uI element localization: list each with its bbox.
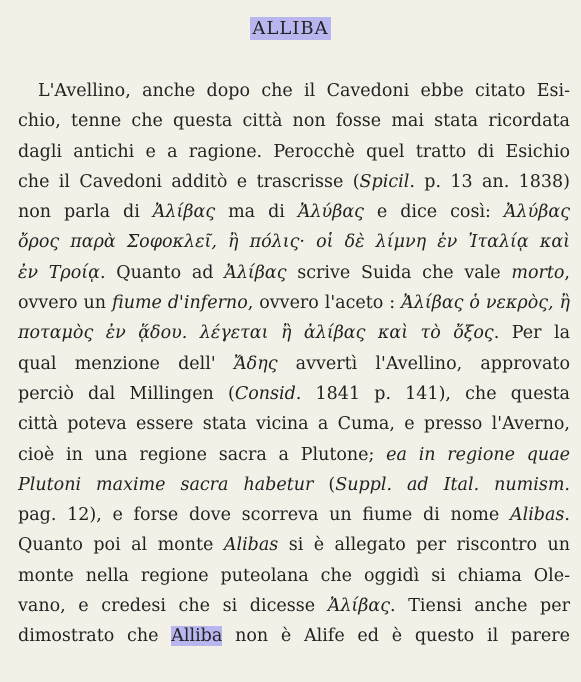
text-line: pag. 12), e forse dove scorreva un fiume di nome Alibas. [18,505,570,526]
text-line: non parla di Ἀλίβας ma di Ἀλύβας e dice così: Ἀλύβας [18,202,571,223]
italic-word: morto [511,262,565,283]
text-line: città poteva essere stata vicina a Cuma, e presso l'Averno, [18,414,570,435]
italic-phrase: fiume d'inferno [112,293,248,314]
text-line: che il Cavedoni additò e trascrisse (Spicil. p. 13 an. 1838) [18,171,570,192]
text-line [18,227,570,257]
text-line: ἐν Τροίᾳ. Quanto ad Ἀλίβας scrive Suida che vale morto, [18,262,570,283]
text-line: perciò dal Millingen (Consid. 1841 p. 141), che questa [18,383,570,404]
greek-word: Ἄδης [233,353,278,374]
text-line: chio, tenne che questa città non fosse mai stata ricordata [18,111,570,132]
greek-word: Ἀλίβας [152,202,216,223]
page-heading [0,18,581,39]
text-line: Quanto poi al monte Alibas si è allegato per riscontro un [18,535,571,556]
citation-italic: Consid. [234,383,302,404]
citation-italic: Spicil. [359,171,415,192]
text-line: dagli antichi e a ragione. Perocchè quel tratto di Esichio [18,141,570,162]
text-line: monte nella regione puteolana che oggidì si chiama Ole- [18,565,570,586]
body-text [18,76,570,652]
italic-word: Alibas [509,505,565,526]
italic-word: Alibas [223,535,279,556]
text-line: Plutoni maxime sacra habetur (Suppl. ad Ital. numism. [18,474,570,495]
highlighted-term: Alliba [171,626,223,647]
citation-italic: Suppl. ad Ital. numism. [335,474,570,495]
text-line: L'Avellino, anche dopo che il Cavedoni ebbe citato Esi- [38,81,570,101]
greek-word: Ἀλίβας [224,262,287,283]
greek-word: Ἀλύβας [297,202,364,223]
page-title: ALLIBA [252,18,329,39]
latin-quote: Plutoni maxime sacra habetur [18,474,314,495]
text-line: dimostrato che Alliba non è Alife ed è questo il parere [18,626,570,647]
greek-word: Ἀλίβας [327,596,391,617]
greek-quote: ἐν Τροίᾳ [18,262,100,283]
greek-word: Ἀλύβας [503,202,571,223]
text-line: vano, e credesi che si dicesse Ἀλίβας. Tiensi anche per [18,596,570,617]
greek-quote: ὄρος παρὰ Σοφοκλεῖ, ἢ πόλις· οἱ δὲ λίμνη ἐν Ἰταλίᾳ καὶ [18,232,570,253]
text-line: cioè in una regione sacra a Plutone; ea in regione quae [18,444,570,465]
latin-quote: ea in regione quae [386,444,570,465]
text-line: ovvero un fiume d'inferno, ovvero l'aceto : Ἀλίβας ὁ νεκρὸς, ἢ [18,293,571,314]
text-line: ποταμὸς ἐν ᾅδου. λέγεται ἢ ἀλίβας καὶ τὸ ὄξος. Per la [18,323,571,344]
greek-quote: Ἀλίβας ὁ νεκρὸς, ἢ [401,293,571,314]
greek-quote: ποταμὸς ἐν ᾅδου. λέγεται ἢ ἀλίβας καὶ τὸ ὄξος [18,323,494,344]
text-line: qual menzione dell' Ἄδης avvertì l'Avellino, approvato [18,353,570,374]
